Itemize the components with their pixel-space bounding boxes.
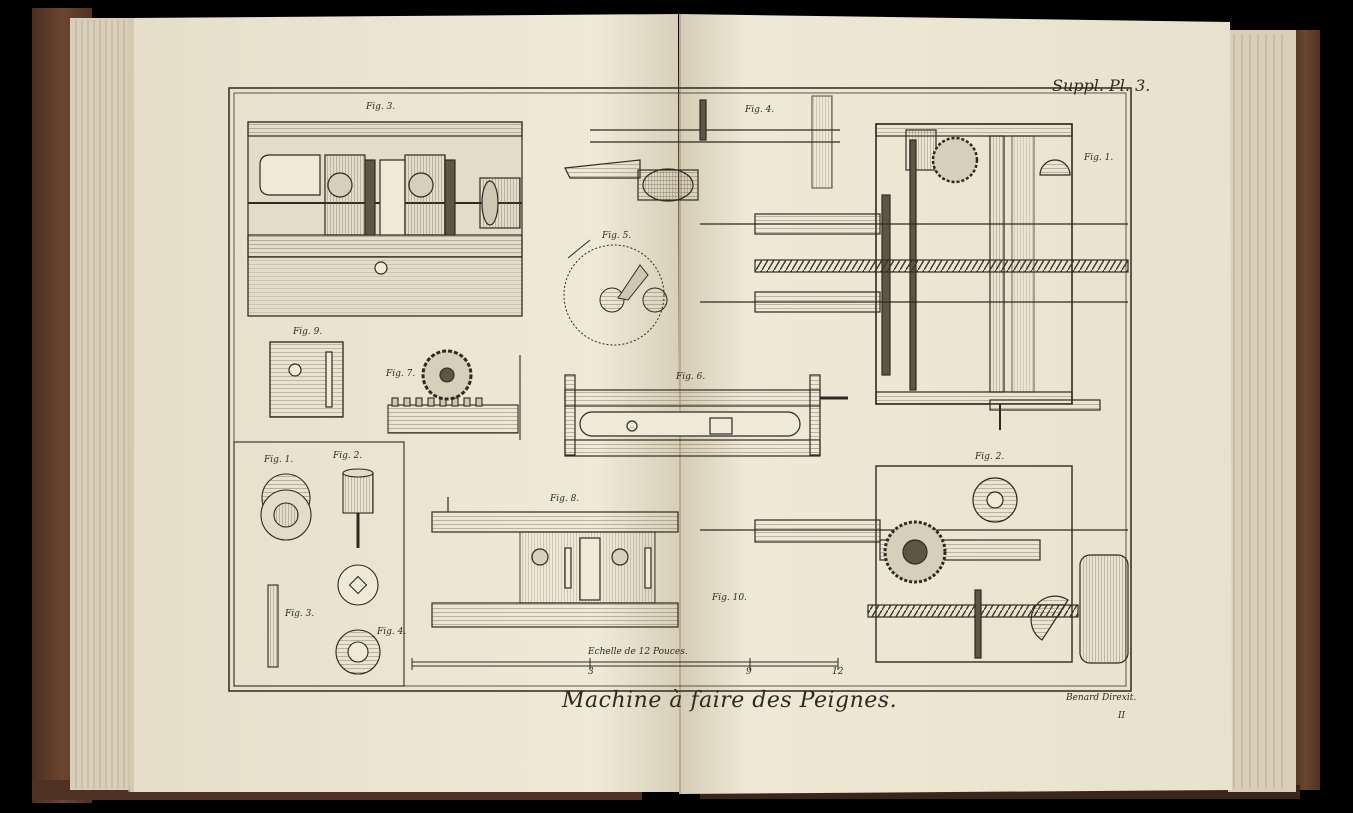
right-page-edges: [1228, 30, 1296, 792]
fig1-small-label: Fig. 1.: [264, 455, 294, 465]
scale-tick-12: 12: [832, 667, 844, 677]
engraver-credit: Benard Direxit.: [1066, 693, 1137, 703]
page-mark: II: [1118, 711, 1126, 721]
fig1-right-label: Fig. 1.: [1084, 153, 1114, 163]
left-page-edges: [70, 18, 132, 790]
fig3-top-label: Fig. 3.: [366, 102, 396, 112]
fig4-small-label: Fig. 4.: [377, 627, 407, 637]
plate-title: Machine à faire des Peignes.: [562, 688, 898, 713]
fig9-label: Fig. 9.: [293, 327, 323, 337]
plate-number: Suppl. Pl. 3.: [1052, 76, 1151, 95]
fig2-right-label: Fig. 2.: [975, 452, 1005, 462]
fig3-small-label: Fig. 3.: [285, 609, 315, 619]
fig3-drawing: [248, 122, 522, 316]
fig2-small-label: Fig. 2.: [333, 451, 363, 461]
fig8-label: Fig. 8.: [550, 494, 580, 504]
scale-label: Echelle de 12 Pouces.: [588, 647, 688, 657]
fig10-label: Fig. 10.: [712, 593, 747, 603]
fig5-label: Fig. 5.: [602, 231, 632, 241]
fig7-label: Fig. 7.: [386, 369, 416, 379]
scale-tick-9: 9: [746, 667, 752, 677]
fig9-drawing: [270, 342, 343, 417]
scale-tick-3: 3: [588, 667, 594, 677]
fig4-label: Fig. 4.: [745, 105, 775, 115]
fig6-label: Fig. 6.: [676, 372, 706, 382]
